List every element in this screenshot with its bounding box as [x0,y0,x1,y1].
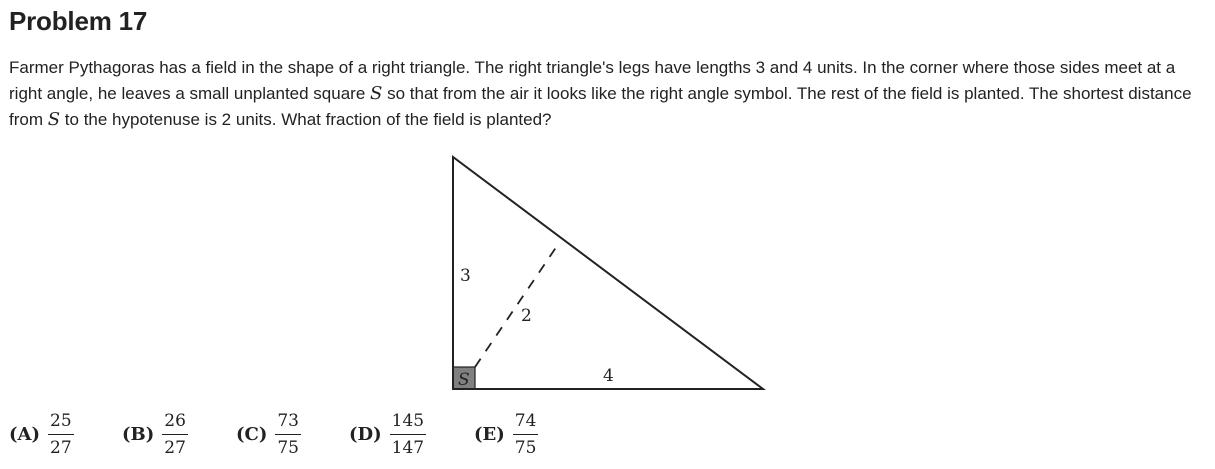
choice-d[interactable] [349,410,426,459]
numerator: 26 [162,410,188,435]
denominator: 147 [391,438,425,458]
leg-vertical-label: 3 [460,266,471,286]
leg-horizontal-label: 4 [603,366,614,386]
fraction [513,410,539,459]
fraction [162,410,188,459]
problem-text-part3: to the hypotenuse is 2 units. What fraction of the field is planted? [60,110,552,129]
denominator: 27 [50,438,72,458]
numerator: 25 [48,410,74,435]
problem-text-part2: so that from the air it looks like the right angle symbol. The rest of the field is planted. The shortest distance from [9,84,1192,129]
choice-c[interactable] [236,410,301,459]
choice-e[interactable] [474,410,538,459]
choice-letter: (B) [122,424,155,445]
distance-dashed-line [475,243,559,367]
denominator: 27 [164,438,186,458]
numerator: 73 [275,410,301,435]
denominator: 75 [514,438,537,458]
distance-label: 2 [521,306,532,326]
choice-a[interactable] [9,410,74,459]
numerator: 74 [513,410,539,435]
denominator: 75 [277,438,299,458]
problem-title: Problem 17 [9,6,148,36]
fraction [275,410,301,459]
choice-letter: (D) [349,424,382,445]
problem-text-part1: Farmer Pythagoras has a field in the shape of a right triangle. The right triangle's legs have lengths 3 and 4 units. In the corner where those sides meet at a right angle, he leaves a small unplanted square [9,58,1176,103]
choice-letter: (A) [9,424,40,445]
fraction [48,410,74,459]
fraction [390,410,426,459]
numerator: 145 [390,410,426,435]
square-label: S [458,370,470,390]
math-symbol-s: S [370,83,383,104]
math-symbol-s: S [47,109,61,130]
choice-letter: (E) [474,424,505,445]
choice-b[interactable] [122,410,188,459]
right-triangle [453,157,763,389]
choice-letter: (C) [236,424,268,445]
